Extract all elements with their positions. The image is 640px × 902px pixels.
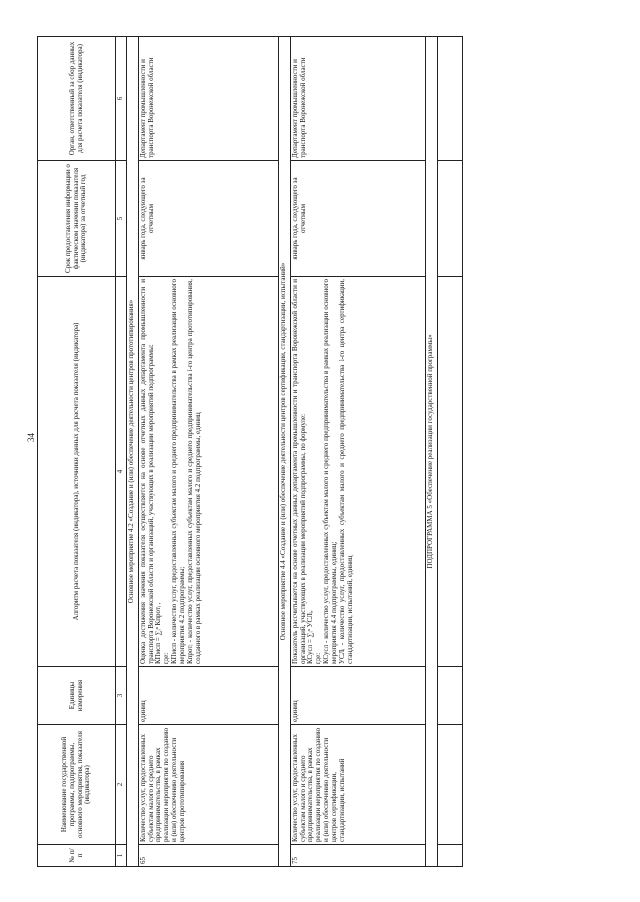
row-75-name: Количество услуг, предоставленных субъектам малого и среднего предпринимательства, в рамках реализации мероприятия по созданию и (или) обеспечению деятельности центров сертификации, стандартизации, испытаний — [290, 725, 425, 845]
row-75-algo-def2: УСЛᵢ - количество услуг, предоставленных субъектам малого и среднего предпринимательства i-го центра сертификации, стандартизации, испытаний, единиц — [337, 279, 354, 664]
indicator-table — [37, 36, 463, 867]
header-unit: Единицы измерения — [38, 667, 116, 725]
row-65-org: Департамент промышленности и транспорта Воронежской области — [138, 37, 278, 161]
row-65-num: 65 — [138, 845, 278, 867]
row-75-algo-def1: КСусл - количество услуг, предоставленных субъектам малого и среднего предпринимательства в рамках реализации основного мероприятия 4.4 подпрограммы, единиц; — [322, 279, 338, 664]
row-65-algo-def2: Кпротᵢ - количество услуг, предоставленных субъектам малого и среднего предпринимательства i-го центра прототипирования, созданного в рамках реализации основного мероприятия 4.2 подпрограммы, единиц — [185, 279, 202, 664]
col-number-5: 5 — [116, 161, 127, 277]
page-number: 34 — [26, 433, 36, 442]
row-65-algo-intro: Оценка достижения значения показателя осуществляется на основе отчетных данных департамента промышленности и транспорта Воронежской области и организаций, участвующих в реализации мероприятий подпрограммы: — [138, 279, 155, 664]
row-65-unit: единиц — [138, 667, 278, 725]
header-term: Срок предоставления информации о фактическом значении показателя (индикатора) за отчетный год — [38, 161, 116, 277]
row-65-algo-def1: КПмсп - количество услуг, предоставленных субъектам малого и среднего предпринимательства в рамках реализации основного мероприятия 4.2 подпрограммы; — [170, 279, 186, 664]
header-algorithm: Алгоритм расчета показателя (индикатора), источники данных для расчета показателя (индикатора) — [38, 277, 116, 667]
col-number-3: 3 — [116, 667, 127, 725]
empty-row — [437, 37, 462, 867]
col-number-1: 1 — [116, 845, 127, 867]
row-65-algo-where: где: — [162, 652, 171, 664]
row-75-num: 75 — [290, 845, 425, 867]
empty-cell — [437, 725, 462, 845]
table-row-75 — [290, 37, 425, 867]
row-75-org: Департамент промышленности и транспорта Воронежской области — [290, 37, 425, 161]
row-75-unit: единиц — [290, 667, 425, 725]
row-75-term: январь года, следующего за отчетным — [290, 161, 425, 277]
row-65-algorithm — [138, 277, 278, 667]
row-75-algo-where: где: — [314, 652, 323, 664]
empty-cell — [437, 845, 462, 867]
col-number-6: 6 — [116, 37, 127, 161]
row-65-algo-formula: КПмсп = ∑ᵢⁿ Кпротᵢ , — [154, 602, 163, 664]
row-65-name: Количество услуг, предоставленных субъектам малого и среднего предпринимательства, в рамках реализации мероприятия по созданию и (или) обеспечению деятельности центров прототипирования — [138, 725, 278, 845]
header-org: Орган, ответственный за сбор данных для расчета показателя (индикатора) — [38, 37, 116, 161]
section-title-4-2: Основное мероприятие 4.2 «Создание и (или) обеспечение деятельности центров прототипирования» — [126, 37, 138, 867]
row-75-algorithm — [290, 277, 425, 667]
rotated-page-content — [37, 37, 489, 867]
section-row-4-2 — [126, 37, 138, 867]
column-number-row — [116, 37, 127, 867]
header-name: Наименование государственной программы, подпрограммы, основного мероприятия, показателя (индикатора) — [38, 725, 116, 845]
empty-cell — [437, 667, 462, 725]
table-row-65 — [138, 37, 278, 867]
col-number-2: 2 — [116, 725, 127, 845]
empty-cell — [437, 277, 462, 667]
row-75-algo-intro: Показатель рассчитывается на основе отчетных данных департамента промышленности и транспорта Воронежской области и организаций, участвующих в реализации мероприятий подпрограммы, по формуле: — [290, 279, 307, 664]
row-65-term: январь года, следующего за отчетным — [138, 161, 278, 277]
empty-cell — [437, 37, 462, 161]
row-75-algo-formula: КСусл = ∑ᵢⁿ УСЛᵢ, — [306, 610, 315, 664]
subprogram-row-5 — [425, 37, 437, 867]
header-row — [38, 37, 116, 867]
col-number-4: 4 — [116, 277, 127, 667]
header-num: № п/п — [38, 845, 116, 867]
section-row-4-4 — [278, 37, 290, 867]
subprogram-title-5: ПОДПРОГРАММА 5 «Обеспечение реализации государственной программы» — [425, 37, 437, 867]
empty-cell — [437, 161, 462, 277]
section-title-4-4: Основное мероприятие 4.4 «Создание и (или) обеспечение деятельности центров сертификации, стандартизации, испытаний» — [278, 37, 290, 867]
